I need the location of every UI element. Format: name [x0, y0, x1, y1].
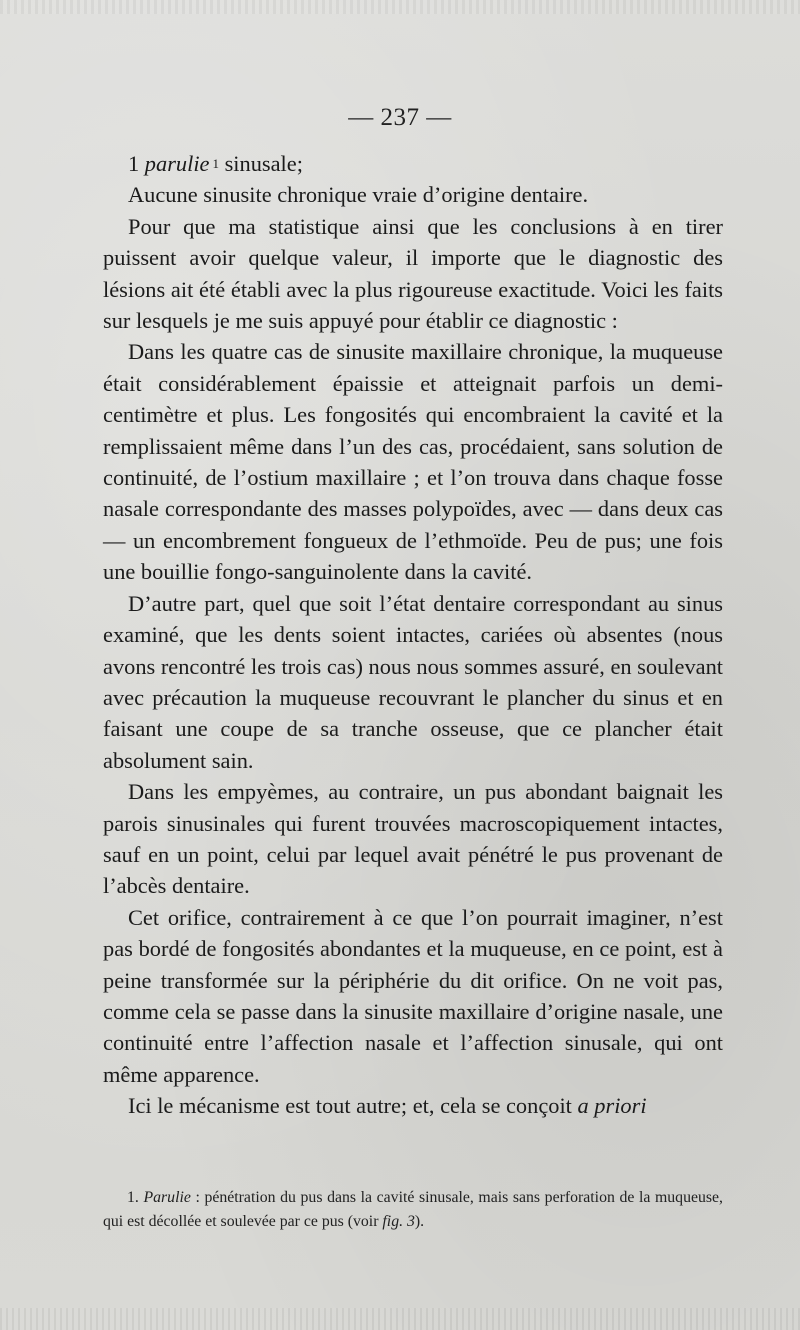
paragraph-empyemes: Dans les empyèmes, au contraire, un pus abondant baignait les parois sinusinales qui furent trouvées macroscopiquement intactes, sauf en un point, celui par lequel avait pénétré le pus provenant de l’abcès dentaire. [103, 779, 723, 899]
mecanisme-text: Ici le mécanisme est tout autre; et, cela se conçoit [128, 1093, 578, 1119]
paragraph-autre-part: D’autre part, quel que soit l’état dentaire correspondant au sinus examiné, que les dents soient intactes, cariées où absentes (nous avons rencontré les trois cas) nous nous sommes assuré, en soulevant avec précaution la muqueuse recouvrant le plancher du sinus et en faisant une coupe de sa tranche osseuse, que ce plancher était absolument sain. [103, 590, 723, 773]
body-text [103, 148, 723, 1122]
count-text: 1 [128, 151, 145, 176]
paragraph-mecanisme [103, 1090, 723, 1121]
parulie-term: parulie [144, 151, 210, 176]
footnote-text: : pénétration du pus dans la cavité sinusale, mais sans perforation de la muqueuse, qui est décollée et soulevée par ce pus (voir [103, 1189, 723, 1230]
paragraph-quatre-cas: Dans les quatre cas de sinusite maxillaire chronique, la muqueuse était considérablement épaissie et atteignait parfois un demi-centimètre et plus. Les fongosités qui encombraient la cavité et la remplissaient même dans l’un des cas, procédaient, sans solution de continuité, de l’ostium maxillaire ; et l’on trouva dans chaque fosse nasale correspondante des masses polypoïdes, avec — dans deux cas — un encombrement fongueux de l’ethmoïde. Peu de pus; une fois une bouillie fongo-sanguinolente dans la cavité. [103, 339, 723, 585]
sinusale-text: sinusale; [218, 151, 303, 176]
a-priori-term: a priori [577, 1093, 647, 1119]
footnote-marker: 1. [127, 1189, 144, 1206]
paragraph-parulie-line [103, 148, 723, 179]
paragraph-statistique: Pour que ma statistique ainsi que les conclusions à en tirer puissent avoir quelque valeur, il importe que le diagnostic des lésions ait été établi avec la plus rigoureuse exactitude. Voici les faits sur lesquels je me suis appuyé pour établir ce diagnostic : [103, 213, 723, 334]
paragraph-orifice: Cet orifice, contrairement à ce que l’on pourrait imaginer, n’est pas bordé de fongosités abondantes et la muqueuse, en ce point, est à peine transformée sur la périphérie du dit orifice. On ne voit pas, comme cela se passe dans la sinusite maxillaire d’origine nasale, une continuité entre l’affection nasale et l’affection sinusale, qui ont même apparence. [103, 904, 723, 1087]
footnote-reference: 1 [212, 156, 219, 171]
page-number: — 237 — [348, 104, 452, 131]
footnote-term: Parulie [143, 1189, 191, 1206]
footnote [103, 1186, 723, 1234]
paragraph-aucune: Aucune sinusite chronique vraie d’origine dentaire. [128, 182, 589, 208]
footnote-text-end: ). [414, 1213, 425, 1230]
figure-reference: fig. 3 [382, 1213, 415, 1230]
